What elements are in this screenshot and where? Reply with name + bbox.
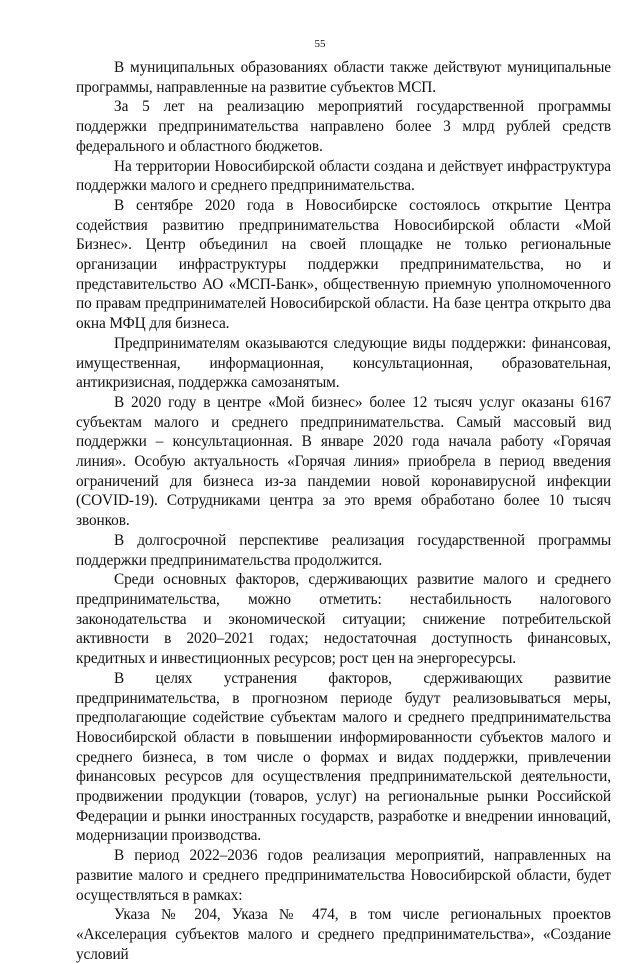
paragraph-municipal-programs: В муниципальных образованиях области также действуют муниципальные программы, направленные на развитие субъектов МСП.	[76, 59, 611, 96]
paragraph-my-business-center: В сентябре 2020 года в Новосибирске состоялось открытие Центра содействия развитию предпринимательства Новосибирской области «Мой Бизнес». Центр объединил на своей площадке не только региональные организации инфраструктуры поддержки предпринимательства, но и представительство АО «МСП-Банк», общественную приемную уполномоченного по правам предпринимателей Новосибирской области. На базе центра открыто два окна МФЦ для бизнеса.	[76, 196, 611, 333]
paragraph-planned-measures: В целях устранения факторов, сдерживающих развитие предпринимательства, в прогнозном периоде будут реализовываться меры, предполагающие содействие субъектам малого и среднего предпринимательства Новосибирской области в повышении информированности субъектов малого и среднего бизнеса, в том числе о формах и видах поддержки, привлечении финансовых ресурсов для осуществления предпринимательской деятельности, продвижении продукции (товаров, услуг) на региональные рынки Российской Федерации и рынки иностранных государств, разработке и внедрении инноваций, модернизации производства.	[76, 669, 611, 845]
document-body	[76, 58, 611, 964]
paragraph-five-year-funding: За 5 лет на реализацию мероприятий государственной программы поддержки предпринимательства направлено более 3 млрд рублей средств федерального и областного бюджетов.	[76, 98, 611, 155]
paragraph-constraining-factors: Среди основных факторов, сдерживающих развитие малого и среднего предпринимательства, можно отметить: нестабильность налогового законодательства и экономической ситуации; снижение потребительской активности в 2020–2021 годах; недостаточная доступность финансовых, кредитных и инвестиционных ресурсов; рост цен на энергоресурсы.	[76, 571, 611, 668]
paragraph-support-types: Предпринимателям оказываются следующие виды поддержки: финансовая, имущественная, информационная, консультационная, образовательная, антикризисная, поддержка самозанятым.	[76, 334, 611, 392]
paragraph-2022-2036-period: В период 2022–2036 годов реализация мероприятий, направленных на развитие малого и среднего предпринимательства Новосибирской области, будет осуществляться в рамках:	[76, 847, 611, 904]
paragraph-long-term-outlook: В долгосрочной перспективе реализация государственной программы поддержки предпринимательства продолжится.	[76, 531, 611, 569]
page-number: 55	[314, 38, 326, 50]
paragraph-2020-results: В 2020 году в центре «Мой бизнес» более 12 тысяч услуг оказаны 6167 субъектам малого и среднего предпринимательства. Самый массовый вид поддержки – консультационная. В январе 2020 года начала работу «Горячая линия». Особую актуальность «Горячая линия» приобрела в период введения ограничений для бизнеса из-за пандемии новой коронавирусной инфекции (COVID-19). Сотрудниками центра за это время обработано более 10 тысяч звонков.	[76, 393, 611, 530]
paragraph-decrees-projects: Указа № 204, Указа № 474, в том числе региональных проектов «Акселерация субъектов малого и среднего предпринимательства», «Создание условий	[76, 906, 611, 963]
paragraph-support-infrastructure: На территории Новосибирской области создана и действует инфраструктура поддержки малого и среднего предпринимательства.	[76, 157, 611, 195]
